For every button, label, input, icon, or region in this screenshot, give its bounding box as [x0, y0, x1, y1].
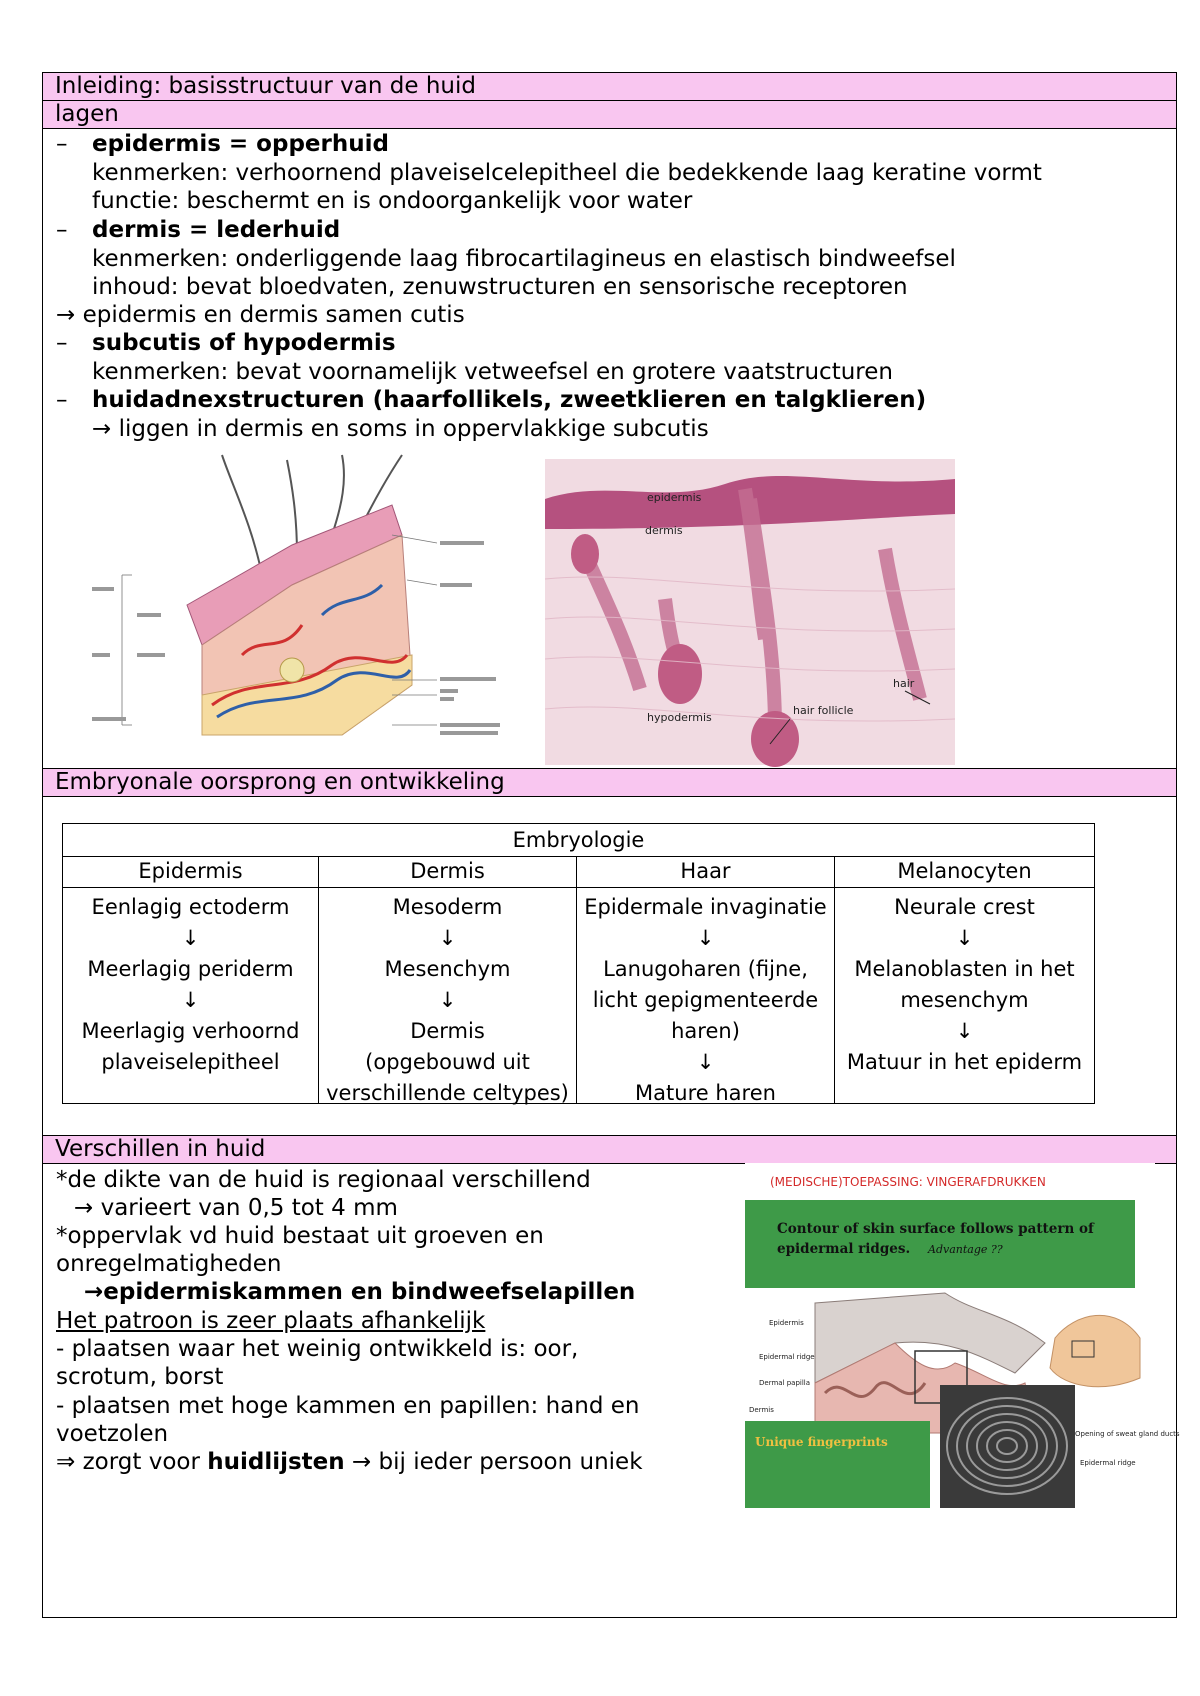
figure-badge: Unique fingerprints — [755, 1435, 888, 1449]
column-cells: Neurale crest ↓ Melanoblasten in het mesenchym ↓ Matuur in het epiderm — [846, 895, 1083, 1074]
label-dermis: dermis — [645, 524, 683, 537]
table-column-epidermis — [63, 856, 319, 1103]
label-dermis-fig: Dermis — [749, 1406, 774, 1414]
bullet-dash: – — [56, 330, 68, 356]
column-header: Haar — [577, 856, 834, 888]
text-line: - plaatsen met hoge kammen en papillen: hand en — [56, 1393, 640, 1419]
figure-caption: (MEDISCHE)TOEPASSING: VINGERAFDRUKKEN — [770, 1175, 1046, 1189]
skin-anatomy-illustration — [92, 455, 532, 755]
label-epidermal-ridge: Epidermal ridge — [759, 1353, 815, 1361]
table-title: Embryologie — [63, 824, 1094, 857]
text-line: inhoud: bevat bloedvaten, zenuwstructuren en sensorische receptoren — [92, 274, 908, 300]
bullet-dash: – — [56, 217, 68, 243]
item-epidermis: epidermis = opperhuid — [92, 131, 389, 157]
fingerprint-figure — [745, 1163, 1180, 1508]
subheader-layers: lagen — [42, 100, 1177, 129]
text-line: scrotum, borst — [56, 1364, 224, 1390]
column-header: Epidermis — [63, 856, 318, 888]
column-header: Dermis — [319, 856, 576, 888]
section-header-intro: Inleiding: basisstructuur van de huid — [42, 72, 1177, 101]
text-line: *de dikte van de huid is regionaal verschillend — [56, 1167, 591, 1193]
table-column-dermis — [319, 856, 577, 1103]
text-line: → epidermis en dermis samen cutis — [56, 302, 465, 328]
section-header-embryology: Embryonale oorsprong en ontwikkeling — [42, 768, 1177, 797]
label-hair-follicle: hair follicle — [793, 704, 854, 717]
bullet-dash: – — [56, 387, 68, 413]
label-epidermis-fig: Epidermis — [769, 1319, 804, 1327]
histology-micrograph — [545, 459, 955, 765]
text-line: *oppervlak vd huid bestaat uit groeven en — [56, 1223, 544, 1249]
text-line: kenmerken: verhoornend plaveiselcelepitheel die bedekkende laag keratine vormt — [92, 160, 1042, 186]
text-line: kenmerken: bevat voornamelijk vetweefsel en grotere vaatstructuren — [92, 359, 893, 385]
label-epidermis: epidermis — [647, 491, 702, 504]
text-line: ⇒ zorgt voor huidlijsten → bij ieder persoon uniek — [56, 1449, 643, 1475]
text-line: → liggen in dermis en soms in oppervlakkige subcutis — [92, 416, 709, 442]
text-line-bold: →epidermiskammen en bindweefselapillen — [84, 1279, 636, 1305]
label-epidermal-ridge-2: Epidermal ridge — [1080, 1459, 1136, 1467]
label-hair: hair — [893, 677, 915, 690]
item-subcutis: subcutis of hypodermis — [92, 330, 396, 356]
figure-title-1: Contour of skin surface follows pattern of — [777, 1221, 1094, 1237]
label-hypodermis: hypodermis — [647, 711, 712, 724]
figure-advantage: Advantage ?? — [928, 1243, 1003, 1256]
text-line: → varieert van 0,5 tot 4 mm — [74, 1195, 398, 1221]
embryology-table — [62, 823, 1095, 1104]
label-dermal-papilla: Dermal papilla — [759, 1379, 811, 1387]
text-line: voetzolen — [56, 1421, 169, 1447]
table-column-melanocyten — [835, 856, 1094, 1103]
text-line: functie: beschermt en is ondoorgankelijk voor water — [92, 188, 693, 214]
text-line: onregelmatigheden — [56, 1251, 282, 1277]
column-cells: Epidermale invaginatie ↓ Lanugoharen (fijne, licht gepigmenteerde haren) ↓ Mature haren — [584, 895, 827, 1105]
column-cells: Eenlagig ectoderm ↓ Meerlagig periderm ↓ Meerlagig verhoornd plaveiselepitheel — [81, 895, 300, 1074]
text-line-underlined: Het patroon is zeer plaats afhankelijk — [56, 1308, 486, 1334]
column-header: Melanocyten — [835, 856, 1094, 888]
item-dermis: dermis = lederhuid — [92, 217, 341, 243]
bullet-dash: – — [56, 131, 68, 157]
text-line: kenmerken: onderliggende laag fibrocartilagineus en elastisch bindweefsel — [92, 246, 956, 272]
table-column-haar — [577, 856, 835, 1103]
column-cells: Mesoderm ↓ Mesenchym ↓ Dermis (opgebouwd uit verschillende celtypes) — [326, 895, 569, 1105]
text-line: - plaatsen waar het weinig ontwikkeld is: oor, — [56, 1336, 579, 1362]
section-header-differences: Verschillen in huid — [42, 1135, 1177, 1164]
item-adnex: huidadnexstructuren (haarfollikels, zweetklieren en talgklieren) — [92, 387, 927, 413]
label-sweat-ducts: Opening of sweat gland ducts — [1075, 1430, 1180, 1438]
figure-title-2: epidermal ridges. — [777, 1241, 911, 1257]
